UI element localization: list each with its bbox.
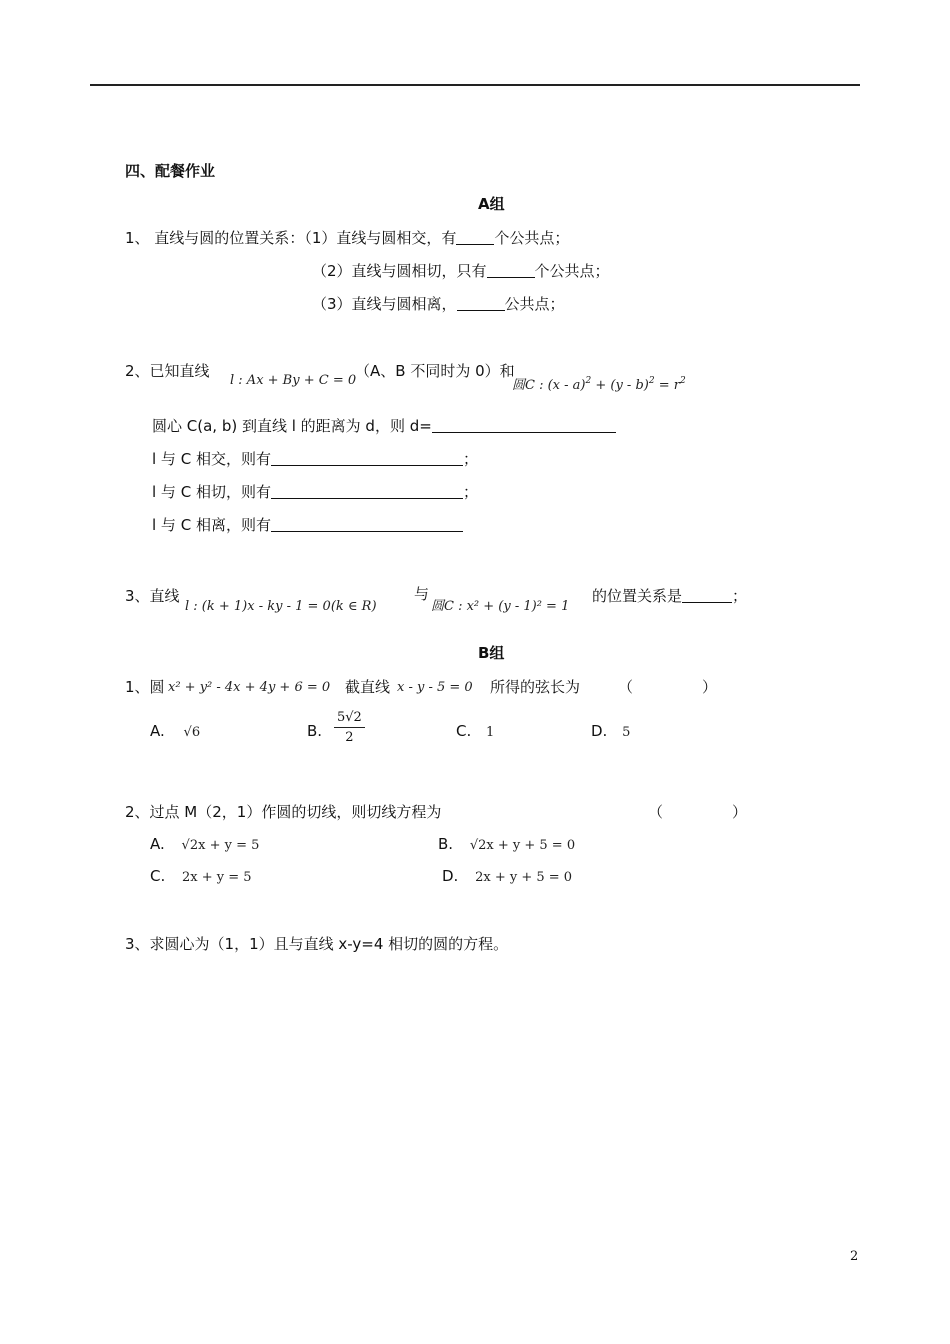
b-q1-paren-close: ）: [702, 678, 718, 696]
a-q2-separate-blank[interactable]: [271, 517, 463, 532]
a-q1-blank3[interactable]: [457, 296, 505, 311]
a-q2-distance: 圆心 C(a, b) 到直线 l 的距离为 d，则 d=: [152, 416, 616, 436]
group-a-title: A组: [478, 195, 505, 213]
b-q1-option-b-fraction: $\frac{5√2}{2}$: [334, 710, 365, 745]
b-q2-option-b[interactable]: B. √2x + y + 5 = 0: [438, 835, 576, 853]
page-number: 2: [850, 1249, 859, 1264]
a-q2-intersect: l 与 C 相交，则有 ；: [152, 450, 478, 468]
b-q1-option-d[interactable]: D. 5: [591, 722, 631, 740]
header-rule: [90, 84, 860, 86]
b-q1-option-a[interactable]: A. √6: [150, 722, 201, 740]
a-q2-tangent: l 与 C 相切，则有 ；: [152, 483, 478, 501]
a-q1-line3-text: （3）直线与圆相离，: [312, 295, 457, 313]
b-q1-paren-open: （: [618, 678, 634, 696]
b-q1-lead: 1、圆: [125, 678, 165, 696]
a-q1-blank2[interactable]: [487, 263, 535, 278]
b-q1-option-a-value: √6: [183, 725, 201, 740]
a-q2-circle-equation: 圆C : $(x - a)^2 + (y - b)^2 = r^2$: [512, 376, 686, 393]
a-q2-intersect-blank[interactable]: [271, 451, 463, 466]
a-q3-line-equation: l : (k + 1)x - ky - 1 = 0(k ∈ R): [185, 599, 377, 614]
b-q2-paren-close: ）: [732, 803, 748, 821]
a-q2-separate: l 与 C 相离，则有: [152, 515, 463, 535]
b-q2-text: 2、过点 M（2，1）作圆的切线，则切线方程为: [125, 803, 442, 821]
group-b-title: B组: [478, 644, 505, 662]
a-q2-lead: 2、已知直线: [125, 362, 210, 380]
a-q3-blank[interactable]: [682, 588, 732, 603]
b-q2-paren-open: （: [648, 803, 664, 821]
b-q2-option-a[interactable]: A. √2x + y = 5: [150, 835, 260, 853]
a-q3-with: 与: [414, 585, 430, 603]
b-q1-tail: 所得的弦长为: [490, 678, 581, 696]
b-q2-option-d[interactable]: D. 2x + y + 5 = 0: [442, 867, 573, 885]
b-q1-line-equation: x - y - 5 = 0: [397, 680, 473, 695]
a-q1-tail2: 个公共点；: [534, 262, 610, 280]
a-q1-line2: [312, 261, 610, 281]
a-q1-tail3: 公共点；: [504, 295, 565, 313]
b-q1-circle-equation: x² + y² - 4x + 4y + 6 = 0: [168, 680, 331, 695]
a-q3-lead: 3、直线: [125, 587, 180, 605]
a-q1-line2-text: （2）直线与圆相切，只有: [312, 262, 487, 280]
b-q1-mid: 截直线: [345, 678, 391, 696]
a-q2-distance-blank[interactable]: [432, 418, 616, 433]
a-q3-tail: 的位置关系是 ；: [592, 587, 748, 605]
a-q2-line-equation: l : Ax + By + C = 0: [230, 373, 357, 388]
b-q1-option-c[interactable]: C. 1: [456, 722, 495, 740]
section-title: 四、配餐作业: [125, 162, 216, 180]
a-q2-note: （A、B 不同时为 0）和: [355, 362, 515, 380]
a-q2-tangent-blank[interactable]: [271, 484, 463, 499]
b-q2-option-c[interactable]: C. 2x + y = 5: [150, 867, 252, 885]
b-q1-option-b-label[interactable]: B.: [307, 722, 323, 740]
b-q3-text: 3、求圆心为（1，1）且与直线 x-y=4 相切的圆的方程。: [125, 935, 509, 953]
a-q1-blank1[interactable]: [456, 230, 494, 245]
a-q1-line3: [312, 294, 565, 314]
a-q1-tail1: 个公共点；: [494, 229, 570, 247]
a-q1-line1: [125, 228, 569, 248]
a-q1-lead: 1、 直线与圆的位置关系：（1）直线与圆相交，有: [125, 229, 457, 247]
a-q3-circle-equation: 圆C : x² + (y - 1)² = 1: [431, 599, 570, 614]
